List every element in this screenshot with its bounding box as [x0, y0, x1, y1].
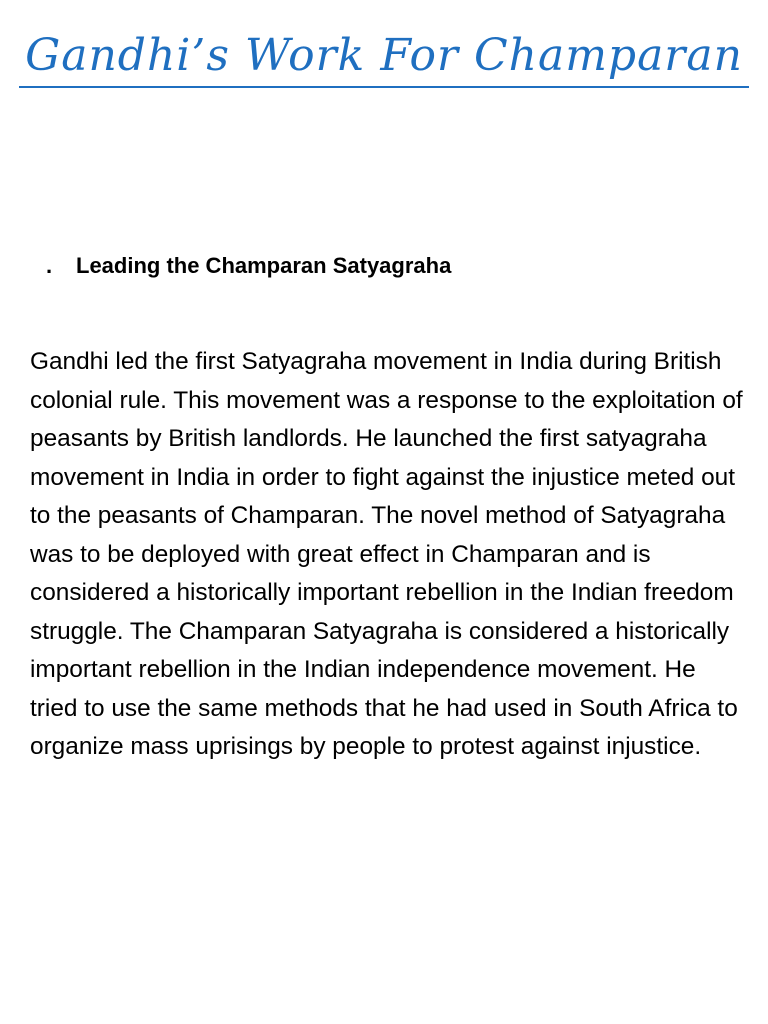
title-container — [0, 26, 768, 88]
body-paragraph: Gandhi led the first Satyagraha movement in India during British colonial rule. This movement was a response to the exploitation of peasants by British landlords. He launched the first satyagraha movement in India in order to fight against the injustice meted out to the peasants of Champaran. The novel method of Satyagraha was to be deployed with great effect in Champaran and is considered a historically important rebellion in the Indian freedom struggle. The Champaran Satyagraha is considered a historically important rebellion in the Indian independence movement. He tried to use the same methods that he had used in South Africa to organize mass uprisings by people to protest against injustice. — [30, 348, 743, 760]
bullet-marker: . — [46, 253, 53, 278]
bullet-list-item — [46, 247, 451, 285]
section-heading: Leading the Champaran Satyagraha — [76, 253, 452, 278]
page-title: Gandhi’s Work For Champaran — [19, 26, 749, 88]
